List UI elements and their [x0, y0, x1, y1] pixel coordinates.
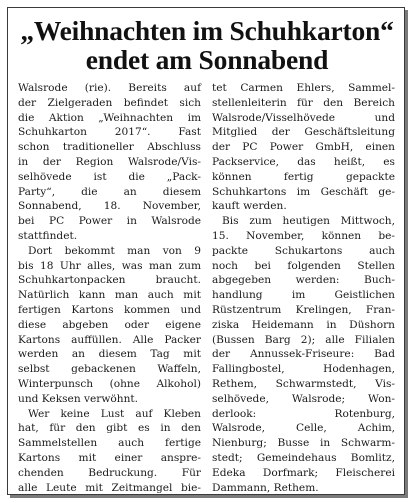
text-line: tet Carmen Ehlers, Sammel- — [212, 82, 395, 94]
text-line: selhövede, Walsrode; Won- — [212, 392, 395, 405]
text-line: chenden Bedruckung. Für — [18, 466, 201, 479]
text-line: bis 18 Uhr alles, was man zum — [18, 259, 201, 272]
text-line: Nienburg; Busse in Schwarm- — [212, 437, 395, 450]
text-line: Mitglied der Geschäftsleitung — [212, 126, 395, 139]
text-line: Fallingbostel, Hodenhagen, — [212, 363, 395, 376]
article-frame — [7, 7, 405, 495]
text-line: handlung im Geistlichen — [212, 289, 395, 302]
text-line: stellenleiterin für den Bereich — [212, 96, 395, 109]
text-line: Sammelstellen auch fertige — [18, 437, 201, 450]
text-line: hat, für den gibt es in den — [18, 422, 201, 435]
text-line: der Annussek-Friseure: Bad — [212, 348, 395, 361]
text-line: (Bussen Barg 2); alle Filialen — [212, 333, 395, 346]
text-line: Sonnabend, 18. November, — [18, 200, 201, 213]
text-line: stattfindet. — [18, 229, 78, 242]
text-line: Walsrode (rie). Bereits auf — [18, 82, 201, 94]
text-line: diese abgeben oder eigene — [18, 318, 201, 331]
text-line: Kartons mit einer anspre- — [18, 451, 201, 464]
text-line: Schuhkartonpacken braucht. — [18, 274, 201, 287]
text-line: der Zielgeraden befindet sich — [18, 96, 201, 109]
text-line: Packservice, das heißt, es — [212, 155, 395, 168]
text-line: Winterpunsch (ohne Alkohol) — [18, 377, 201, 390]
text-line: derlook: Rotenburg, — [212, 407, 395, 420]
text-line: packte Schukartons auch — [212, 244, 395, 257]
text-line: selbst gebackenen Waffeln, — [18, 363, 201, 376]
text-line: Rethem, Schwarmstedt, Vis- — [212, 377, 395, 390]
frame-shadow-right — [405, 10, 408, 498]
text-line: kauft werden. — [212, 200, 287, 213]
right-column — [212, 81, 395, 495]
text-line: noch bei folgenden Stellen — [212, 259, 395, 272]
text-line: Natürlich kann man auch mit — [18, 289, 201, 302]
article-headline — [8, 16, 406, 74]
text-line: bei PC Power in Walsrode — [18, 215, 201, 228]
text-line: fertigen Kartons kommen und — [18, 303, 201, 316]
headline-line-2: endet am Sonnabend — [85, 44, 329, 75]
text-line: Bis zum heutigen Mittwoch, — [222, 215, 395, 228]
text-line: Dort bekommt man von 9 — [28, 244, 201, 257]
text-line: in der Region Walsrode/Vis- — [18, 155, 201, 168]
frame-shadow-bottom — [10, 495, 408, 498]
text-line: Walsrode, Celle, Achim, — [212, 422, 395, 435]
paragraph-4 — [212, 214, 395, 495]
text-line: schon traditioneller Abschluss — [18, 141, 201, 154]
text-line: Walsrode/Visselhövede und — [212, 111, 395, 124]
text-line: die Aktion „Weihnachten im — [18, 111, 201, 124]
text-line: können fertig gepackte — [212, 170, 395, 183]
headline-line-1: „Weihnachten im Schuhkarton“ — [20, 15, 394, 46]
text-line: Wer keine Lust auf Kleben — [28, 407, 201, 420]
paragraph-2 — [18, 244, 201, 407]
text-line: Dammann, Rethem. — [212, 481, 319, 494]
text-line: selhövede ist die „Pack- — [18, 170, 201, 183]
text-line: werden an diesem Tag mit — [18, 348, 201, 361]
paragraph-1 — [18, 81, 201, 244]
left-column — [18, 81, 201, 495]
text-line: Party“, die an diesem — [18, 185, 201, 198]
text-line: ziska Heidemann in Düshorn — [212, 318, 395, 331]
text-line: Kartons auffüllen. Alle Packer — [18, 333, 201, 346]
paragraph-3 — [18, 407, 201, 496]
text-line: abgegeben werden: Buch- — [212, 274, 395, 287]
text-line: Edeka Dorfmark; Fleischerei — [212, 466, 395, 479]
paragraph-3-continued — [212, 81, 395, 214]
text-line: Schuhkartons im Geschäft ge- — [212, 185, 395, 198]
text-line: alle Leute mit Zeitmangel bie- — [18, 481, 201, 494]
text-line: der PC Power GmbH, einen — [212, 141, 395, 154]
text-line: 15. November, können be- — [212, 229, 395, 242]
text-line: stedt; Gemeindehaus Bomlitz, — [212, 451, 395, 464]
text-line: Schuhkarton 2017“. Fast — [18, 126, 201, 139]
text-line: Rüstzentrum Krelingen, Fran- — [212, 303, 395, 316]
text-line: und Keksen verwöhnt. — [18, 392, 139, 405]
